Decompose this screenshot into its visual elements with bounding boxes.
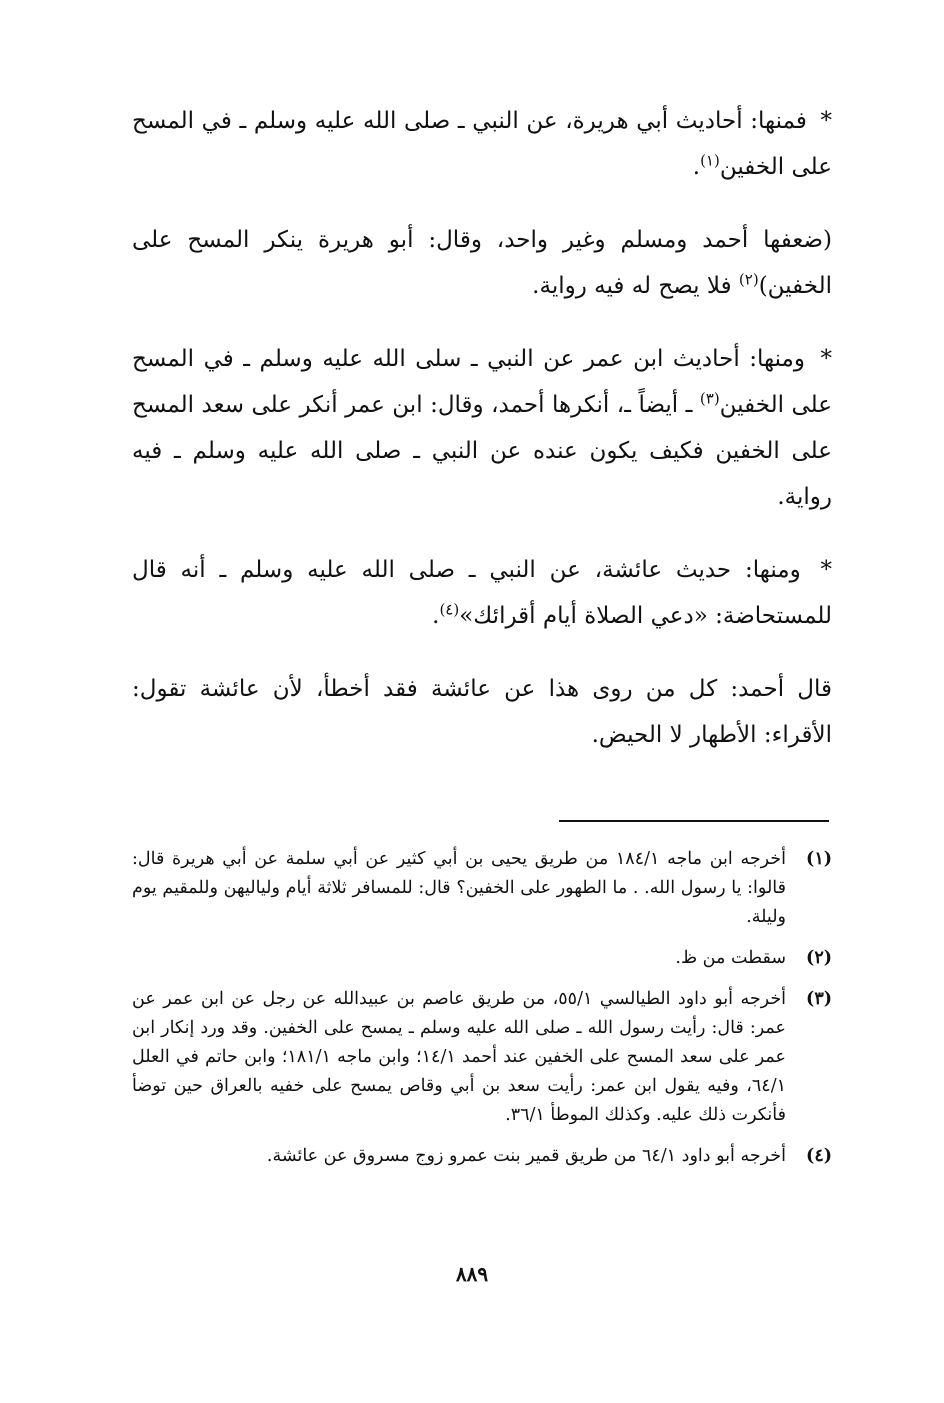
paragraph-3 — [132, 336, 832, 520]
footnote-4 — [132, 1142, 832, 1171]
paragraph-text: قال أحمد: كل من روى هذا عن عائشة فقد أخطأ، لأن عائشة تقول: الأقراء: الأطهار لا الحيض. — [132, 676, 832, 748]
paragraph-text: فمنها: أحاديث أبي هريرة، عن النبي ـ صلى الله عليه وسلم ـ في المسح على الخفين — [132, 108, 832, 180]
footnote-ref-3: (٣) — [699, 389, 720, 408]
paragraph-5 — [132, 666, 832, 758]
footnote-3 — [132, 985, 832, 1130]
footnote-number: (١) — [806, 849, 832, 869]
footnote-ref-2: (٢) — [738, 270, 759, 289]
bullet-mark: * — [820, 557, 832, 583]
footnote-text: أخرجه أبو داود ٦٤/١ من طريق قمير بنت عمرو زوج مسروق عن عائشة. — [266, 1146, 786, 1166]
main-text — [132, 98, 832, 785]
footnotes — [132, 845, 832, 1183]
footnote-text: أخرجه أبو داود الطيالسي ٥٥/١، من طريق عاصم بن عبيدالله عن رجل عن ابن عمر عن عمر: قال: رأيت رسول الله ـ صلى الله عليه وسلم ـ يمسح على الخفين. وقد ورد إنكار ابن عمر على سعد المسح على الخفين عند أحمد ١٤/١؛ وابن ماجه ١٨١/١؛ وابن حاتم في العلل ٦٤/١، وفيه يقول ابن عمر: رأيت سعد بن أبي وقاص يمسح على خفيه بالعراق حين توضأ فأنكرت ذلك عليه. وكذلك الموطأ ٣٦/١. — [132, 989, 787, 1125]
footnote-number: (٣) — [806, 989, 832, 1009]
footnote-number: (٤) — [806, 1146, 832, 1166]
footnote-text: سقطت من ظ. — [675, 948, 786, 968]
paragraph-text: ومنها: أحاديث ابن عمر عن النبي ـ سلى الله عليه وسلم ـ في المسح على الخفين — [132, 346, 832, 418]
footnote-number: (٢) — [806, 948, 832, 968]
paragraph-1 — [132, 98, 832, 190]
paragraph-2 — [132, 217, 832, 309]
paragraph-text-end: فلا يصح له فيه رواية. — [532, 273, 739, 299]
paragraph-text: ومنها: حديث عائشة، عن النبي ـ صلى الله عليه وسلم ـ أنه قال للمستحاضة: «دعي الصلاة أيام أقرائك» — [132, 557, 832, 629]
page-number: ٨٨٩ — [455, 1262, 489, 1286]
paragraph-text-end: ـ أيضاً ـ، أنكرها أحمد، وقال: ابن عمر أنكر على سعد المسح على الخفين فكيف يكون عنده عن النبي ـ صلى الله عليه وسلم ـ فيه رواية. — [132, 392, 832, 510]
footnote-ref-4: (٤) — [439, 600, 460, 619]
footnote-ref-1: (١) — [700, 151, 720, 170]
paragraph-text-end: . — [692, 154, 701, 180]
paragraph-text-end: . — [432, 603, 440, 629]
paragraph-4 — [132, 547, 832, 639]
footnote-text: أخرجه ابن ماجه ١٨٤/١ من طريق يحيى بن أبي كثير عن أبي سلمة عن أبي هريرة قال: قالوا: يا رسول الله. . ما الطهور على الخفين؟ قال: للمسافر ثلاثة أيام ولياليهن وللمقيم يوم وليلة. — [132, 849, 786, 927]
bullet-mark: * — [820, 346, 832, 372]
footnote-2 — [132, 944, 832, 973]
paragraph-text: (ضعفها أحمد ومسلم وغير واحد، وقال: أبو هريرة ينكر المسح على الخفين) — [132, 227, 832, 299]
footnote-1 — [132, 845, 832, 932]
footnote-divider — [559, 820, 829, 822]
bullet-mark: * — [820, 108, 833, 134]
